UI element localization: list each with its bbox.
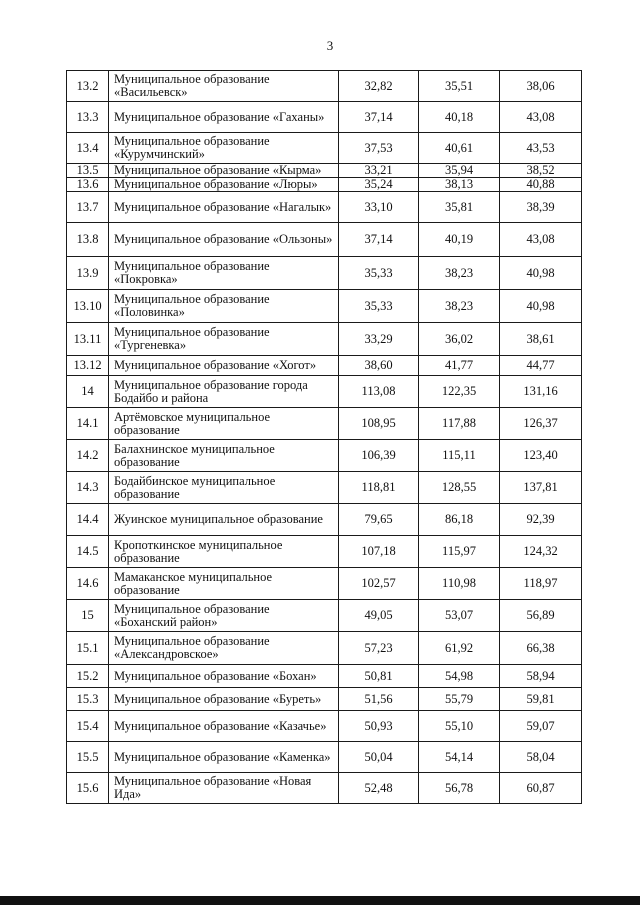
value-col-1: 33,10 <box>339 192 419 223</box>
table-row <box>67 665 582 688</box>
table-row <box>67 192 582 223</box>
value-col-3: 92,39 <box>500 504 582 536</box>
table-row <box>67 440 582 472</box>
value-col-1: 50,04 <box>339 742 419 773</box>
value-col-3: 44,77 <box>500 356 582 376</box>
table-row <box>67 164 582 178</box>
row-number: 14 <box>67 376 109 408</box>
municipality-name: Муниципальное образование «Гаханы» <box>109 102 339 133</box>
municipality-name: Муниципальное образование «Новая Ида» <box>109 773 339 804</box>
value-col-3: 58,04 <box>500 742 582 773</box>
municipality-name: Муниципальное образование «Покровка» <box>109 257 339 290</box>
value-col-1: 50,93 <box>339 711 419 742</box>
value-col-1: 52,48 <box>339 773 419 804</box>
table-row <box>67 102 582 133</box>
table-row <box>67 223 582 257</box>
table-row <box>67 257 582 290</box>
municipality-name: Жуинское муниципальное образование <box>109 504 339 536</box>
value-col-3: 43,08 <box>500 223 582 257</box>
value-col-2: 122,35 <box>419 376 500 408</box>
row-number: 15.6 <box>67 773 109 804</box>
value-col-1: 32,82 <box>339 71 419 102</box>
row-number: 14.6 <box>67 568 109 600</box>
value-col-1: 35,24 <box>339 178 419 192</box>
value-col-1: 37,14 <box>339 102 419 133</box>
row-number: 15.3 <box>67 688 109 711</box>
value-col-3: 38,61 <box>500 323 582 356</box>
row-number: 14.5 <box>67 536 109 568</box>
table-row <box>67 600 582 632</box>
municipality-name: Муниципальное образование «Казачье» <box>109 711 339 742</box>
municipality-name: Муниципальное образование «Хогот» <box>109 356 339 376</box>
value-col-3: 38,06 <box>500 71 582 102</box>
row-number: 15 <box>67 600 109 632</box>
municipality-name: Балахнинское муниципальное образование <box>109 440 339 472</box>
value-col-2: 38,23 <box>419 257 500 290</box>
value-col-2: 38,23 <box>419 290 500 323</box>
municipality-name: Муниципальное образование города Бодайбо и района <box>109 376 339 408</box>
municipality-name: Муниципальное образование «Люры» <box>109 178 339 192</box>
value-col-3: 56,89 <box>500 600 582 632</box>
value-col-2: 55,10 <box>419 711 500 742</box>
row-number: 13.12 <box>67 356 109 376</box>
value-col-2: 38,13 <box>419 178 500 192</box>
table-row <box>67 133 582 164</box>
value-col-1: 37,14 <box>339 223 419 257</box>
value-col-1: 79,65 <box>339 504 419 536</box>
value-col-1: 50,81 <box>339 665 419 688</box>
municipality-name: Артёмовское муниципальное образование <box>109 408 339 440</box>
value-col-1: 113,08 <box>339 376 419 408</box>
value-col-1: 57,23 <box>339 632 419 665</box>
value-col-3: 43,53 <box>500 133 582 164</box>
row-number: 13.4 <box>67 133 109 164</box>
table-row <box>67 536 582 568</box>
value-col-2: 40,61 <box>419 133 500 164</box>
row-number: 14.2 <box>67 440 109 472</box>
row-number: 13.3 <box>67 102 109 133</box>
value-col-2: 54,14 <box>419 742 500 773</box>
tariff-table-container <box>66 70 581 804</box>
table-row <box>67 323 582 356</box>
value-col-2: 128,55 <box>419 472 500 504</box>
value-col-3: 137,81 <box>500 472 582 504</box>
value-col-1: 49,05 <box>339 600 419 632</box>
row-number: 13.9 <box>67 257 109 290</box>
municipality-name: Муниципальное образование «Курумчинский» <box>109 133 339 164</box>
row-number: 15.2 <box>67 665 109 688</box>
value-col-1: 33,21 <box>339 164 419 178</box>
table-row <box>67 773 582 804</box>
municipality-name: Муниципальное образование «Васильевск» <box>109 71 339 102</box>
value-col-2: 55,79 <box>419 688 500 711</box>
table-row <box>67 504 582 536</box>
value-col-2: 35,94 <box>419 164 500 178</box>
value-col-2: 61,92 <box>419 632 500 665</box>
table-row <box>67 408 582 440</box>
row-number: 15.5 <box>67 742 109 773</box>
municipality-name: Муниципальное образование «Александровское» <box>109 632 339 665</box>
value-col-1: 102,57 <box>339 568 419 600</box>
value-col-1: 38,60 <box>339 356 419 376</box>
value-col-2: 35,51 <box>419 71 500 102</box>
row-number: 13.6 <box>67 178 109 192</box>
value-col-2: 86,18 <box>419 504 500 536</box>
row-number: 13.7 <box>67 192 109 223</box>
value-col-3: 40,98 <box>500 290 582 323</box>
value-col-3: 58,94 <box>500 665 582 688</box>
value-col-2: 115,97 <box>419 536 500 568</box>
municipality-name: Мамаканское муниципальное образование <box>109 568 339 600</box>
municipality-name: Муниципальное образование «Нагалык» <box>109 192 339 223</box>
value-col-1: 35,33 <box>339 257 419 290</box>
value-col-3: 38,39 <box>500 192 582 223</box>
value-col-3: 59,81 <box>500 688 582 711</box>
table-row <box>67 290 582 323</box>
municipality-name: Муниципальное образование «Ользоны» <box>109 223 339 257</box>
row-number: 14.1 <box>67 408 109 440</box>
table-row <box>67 568 582 600</box>
value-col-2: 36,02 <box>419 323 500 356</box>
value-col-3: 40,98 <box>500 257 582 290</box>
row-number: 15.1 <box>67 632 109 665</box>
row-number: 14.4 <box>67 504 109 536</box>
municipality-name: Муниципальное образование «Кырма» <box>109 164 339 178</box>
value-col-3: 60,87 <box>500 773 582 804</box>
row-number: 15.4 <box>67 711 109 742</box>
row-number: 13.10 <box>67 290 109 323</box>
value-col-3: 124,32 <box>500 536 582 568</box>
municipality-name: Муниципальное образование «Половинка» <box>109 290 339 323</box>
table-body <box>67 71 582 804</box>
table-row <box>67 688 582 711</box>
table-row <box>67 711 582 742</box>
table-row <box>67 178 582 192</box>
scan-bottom-edge <box>0 896 640 905</box>
table-row <box>67 472 582 504</box>
value-col-2: 117,88 <box>419 408 500 440</box>
row-number: 13.11 <box>67 323 109 356</box>
value-col-1: 107,18 <box>339 536 419 568</box>
value-col-3: 126,37 <box>500 408 582 440</box>
value-col-3: 43,08 <box>500 102 582 133</box>
value-col-3: 118,97 <box>500 568 582 600</box>
tariff-table <box>66 70 582 804</box>
municipality-name: Муниципальное образование «Тургеневка» <box>109 323 339 356</box>
value-col-2: 40,18 <box>419 102 500 133</box>
value-col-3: 66,38 <box>500 632 582 665</box>
value-col-2: 110,98 <box>419 568 500 600</box>
value-col-1: 106,39 <box>339 440 419 472</box>
row-number: 13.2 <box>67 71 109 102</box>
value-col-2: 41,77 <box>419 356 500 376</box>
value-col-2: 40,19 <box>419 223 500 257</box>
municipality-name: Муниципальное образование «Буреть» <box>109 688 339 711</box>
value-col-1: 35,33 <box>339 290 419 323</box>
value-col-3: 40,88 <box>500 178 582 192</box>
municipality-name: Муниципальное образование «Каменка» <box>109 742 339 773</box>
value-col-3: 59,07 <box>500 711 582 742</box>
value-col-2: 54,98 <box>419 665 500 688</box>
municipality-name: Муниципальное образование «Боханский район» <box>109 600 339 632</box>
value-col-1: 118,81 <box>339 472 419 504</box>
value-col-2: 53,07 <box>419 600 500 632</box>
table-row <box>67 376 582 408</box>
municipality-name: Муниципальное образование «Бохан» <box>109 665 339 688</box>
value-col-3: 38,52 <box>500 164 582 178</box>
table-row <box>67 356 582 376</box>
table-row <box>67 742 582 773</box>
value-col-1: 33,29 <box>339 323 419 356</box>
value-col-3: 131,16 <box>500 376 582 408</box>
table-row <box>67 632 582 665</box>
municipality-name: Кропоткинское муниципальное образование <box>109 536 339 568</box>
value-col-2: 35,81 <box>419 192 500 223</box>
row-number: 13.8 <box>67 223 109 257</box>
municipality-name: Бодайбинское муниципальное образование <box>109 472 339 504</box>
table-row <box>67 71 582 102</box>
value-col-2: 56,78 <box>419 773 500 804</box>
value-col-1: 51,56 <box>339 688 419 711</box>
value-col-3: 123,40 <box>500 440 582 472</box>
row-number: 13.5 <box>67 164 109 178</box>
page-number: 3 <box>326 38 334 53</box>
row-number: 14.3 <box>67 472 109 504</box>
value-col-2: 115,11 <box>419 440 500 472</box>
value-col-1: 37,53 <box>339 133 419 164</box>
value-col-1: 108,95 <box>339 408 419 440</box>
